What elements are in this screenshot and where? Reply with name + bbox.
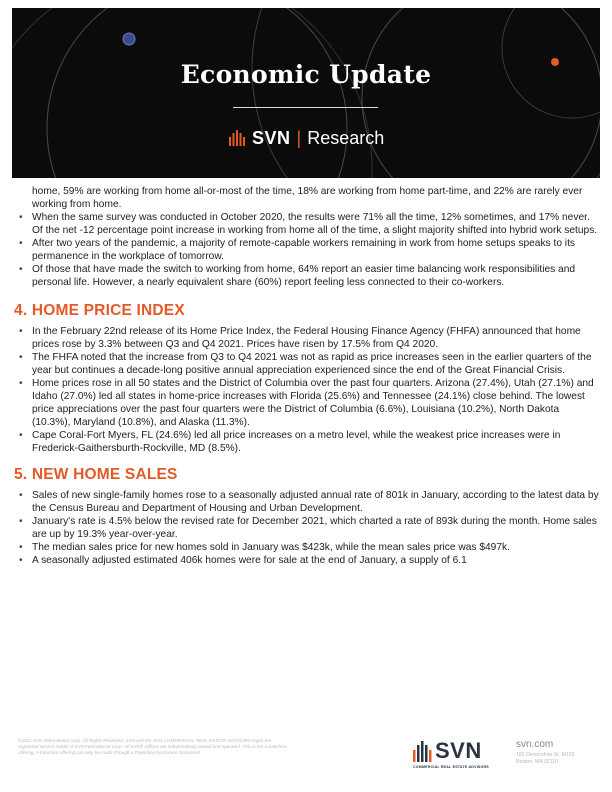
blue-planet-icon [123, 33, 135, 45]
bullet-text: home, 59% are working from home all-or-most of the time, 18% are working from home part-time, and 22% are rarely ever working from home. [32, 186, 583, 210]
title-divider [233, 107, 378, 108]
bullet-text: Cape Coral-Fort Myers, FL (24.6%) led all price increases on a metro level, while the weakest price increases were in Frederick-Gaithersburth-Rockville, MD (8.5%). [32, 430, 561, 454]
bullet-icon: • [19, 264, 23, 275]
list-item [18, 489, 600, 515]
bullet-text: Sales of new single-family homes rose to a seasonally adjusted annual rate of 801k in January, according to the latest data by the Census Bureau and Department of Housing and Urban Development. [32, 490, 599, 514]
list-item [18, 351, 600, 377]
section-heading-new-home-sales: 5. NEW HOME SALES [14, 466, 178, 483]
brand-svn-text: SVN [252, 127, 291, 148]
footer-tagline: COMMERCIAL REAL ESTATE ADVISORS [413, 765, 489, 769]
home-price-bullet-list [18, 325, 600, 455]
brand-lockup [228, 126, 384, 150]
brand-research-text: Research [307, 127, 385, 148]
svn-logo-icon [228, 128, 248, 148]
bullet-text: When the same survey was conducted in October 2020, the results were 71% all the time, 12% sometimes, and 17% never. Of the net -12 percentage point increase in working from home all of the time, a slight majority shifted into hybrid work setups. [32, 212, 598, 236]
bullet-icon: • [19, 516, 23, 527]
list-item [18, 185, 600, 211]
bullet-text: The FHFA noted that the increase from Q3 to Q4 2021 was not as rapid as price increases seen in the earlier quarters of the year but continues a decade-long positive annual appreciation experienced since the end of the Great Financial Crisis. [32, 352, 592, 376]
bullet-text: In the February 22nd release of its Home Price Index, the Federal Housing Finance Agency (FHFA) announced that home prices rose by 3.3% between Q3 and Q4 2021. Prices have risen by 17.5% from Q4 2020. [32, 326, 581, 350]
page-title: Economic Update [180, 60, 432, 89]
list-item [18, 377, 600, 429]
footer-logo-text: SVN [435, 738, 482, 763]
list-item [18, 325, 600, 351]
bullet-text: The median sales price for new homes sold in January was $423k, while the mean sales price was $497k. [32, 542, 510, 553]
bullet-icon: • [19, 326, 23, 337]
bullet-icon: • [19, 238, 23, 249]
bullet-text: January's rate is 4.5% below the revised rate for December 2021, which charted a rate of 893k during the month. Home sales are up by 19.3% year-over-year. [32, 516, 597, 540]
bullet-icon: • [19, 430, 23, 441]
list-item [18, 541, 600, 554]
address-line-2: Boston, MA 02110 [516, 759, 559, 765]
header-banner [12, 8, 600, 178]
bullet-icon: • [19, 490, 23, 501]
legal-disclaimer: ©2022 SVN International Corp. All Rights Reserved. SVN and the SVN COMMERCIAL REAL ESTATE ADVISORS logos are registered service marks of SVN International Corp. All SVN® Offices are independently owned and operated. This is not a franchise offering. A franchise offering can only be made through a Franchise Disclosure Document. [18, 738, 288, 756]
bullet-icon: • [19, 352, 23, 363]
address-line-1: 185 Devonshire St. M102 [516, 752, 575, 758]
bullet-icon: • [19, 378, 23, 389]
list-item [18, 263, 600, 289]
bullet-icon: • [19, 555, 23, 566]
list-item [18, 554, 600, 567]
page-footer [18, 738, 600, 778]
bullet-icon: • [19, 212, 23, 223]
list-item [18, 211, 600, 237]
document-body [14, 185, 600, 567]
list-item [18, 429, 600, 455]
list-item [18, 237, 600, 263]
section-heading-home-price-index: 4. HOME PRICE INDEX [14, 302, 185, 319]
brand-separator: | [296, 127, 302, 148]
new-home-sales-bullet-list [18, 489, 600, 567]
intro-bullet-list [18, 185, 600, 289]
bullet-text: After two years of the pandemic, a majority of remote-capable workers remaining in work from home setups speaks to its permanence in the workplace of tomorrow. [32, 238, 575, 262]
footer-logo [413, 738, 509, 772]
bullet-text: Of those that have made the switch to working from home, 64% report an easier time balancing work responsibilities and personal life. However, a nearly equivalent share (60%) report feeling less connected to their co-workers. [32, 264, 576, 288]
bullet-text: Home prices rose in all 50 states and the District of Columbia over the past four quarters. Arizona (27.4%), Utah (27.1%) and Idaho (27.0%) led all states in home-price increases with Florida (25.6%) and Tennessee (24.1%) close behind. The lowest price appreciations over the past four quarters were the District of Columbia (6.6%), Louisiana (10.2%), North Dakota (10.3%), Maryland (10.8%), and Alaska (11.3%). [32, 378, 594, 428]
website-link[interactable]: svn.com [516, 739, 554, 750]
bullet-text: A seasonally adjusted estimated 406k homes were for sale at the end of January, a supply of 6.1 [32, 555, 467, 566]
orbit-graphic [12, 8, 600, 178]
bullet-icon: • [19, 542, 23, 553]
list-item [18, 515, 600, 541]
footer-contact [516, 739, 600, 766]
svn-logo-icon [413, 740, 433, 764]
